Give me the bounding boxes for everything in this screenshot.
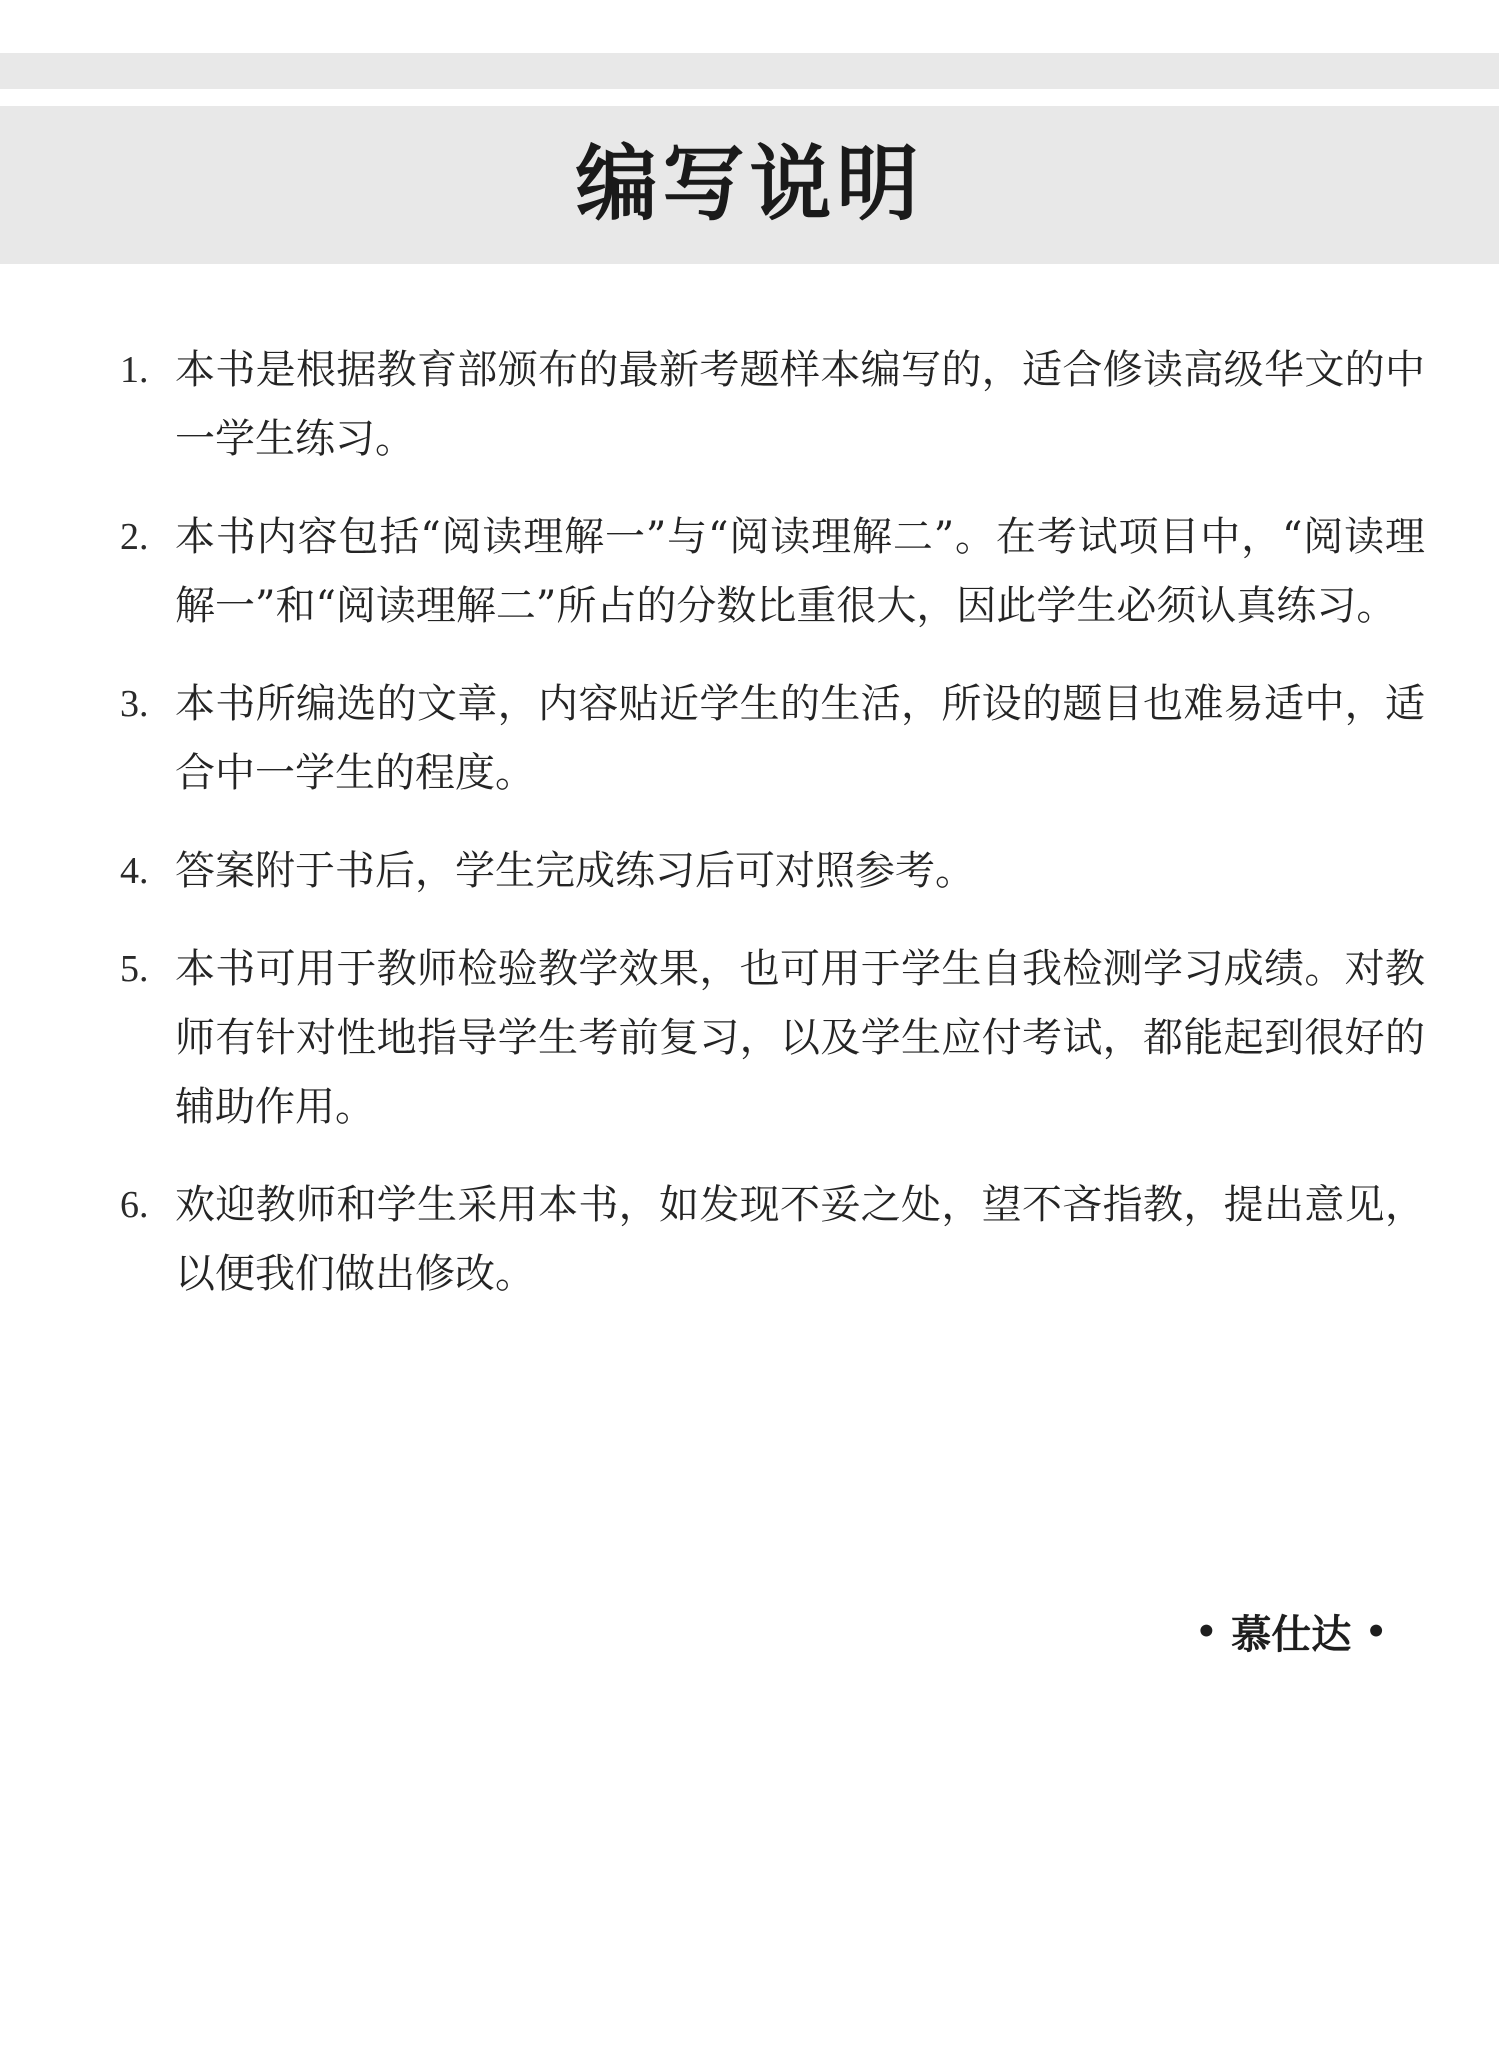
note-text: 本书是根据教育部颁布的最新考题样本编写的，适合修读高级华文的中一学生练习。 bbox=[175, 347, 1425, 462]
note-text: 答案附于书后，学生完成练习后可对照参考。 bbox=[175, 848, 975, 894]
author-signature bbox=[1196, 1603, 1387, 1660]
note-text: 本书可用于教师检验教学效果，也可用于学生自我检测学习成绩。对教师有针对性地指导学生考前复习，以及学生应付考试，都能起到很好的辅助作用。 bbox=[175, 946, 1425, 1130]
notes-list bbox=[120, 336, 1425, 1338]
author-name: 慕仕达 bbox=[1231, 1611, 1352, 1658]
signature-right-bullet-icon: • bbox=[1365, 1611, 1387, 1652]
note-text: 欢迎教师和学生采用本书，如发现不妥之处，望不吝指教，提出意见，以便我们做出修改。 bbox=[175, 1182, 1425, 1297]
note-number: 1. bbox=[120, 349, 149, 391]
note-number: 4. bbox=[120, 850, 149, 892]
page-title: 编写说明 bbox=[575, 137, 924, 232]
note-number: 5. bbox=[120, 948, 149, 990]
note-item-5 bbox=[120, 935, 1425, 1142]
note-item-4 bbox=[120, 837, 1425, 906]
note-item-1 bbox=[120, 336, 1425, 474]
note-number: 6. bbox=[120, 1184, 149, 1226]
top-decorative-band bbox=[0, 53, 1499, 89]
signature-left-bullet-icon: • bbox=[1195, 1611, 1218, 1652]
note-text: 本书所编选的文章，内容贴近学生的生活，所设的题目也难易适中，适合中一学生的程度。 bbox=[175, 681, 1425, 796]
note-number: 3. bbox=[120, 683, 149, 725]
note-item-3 bbox=[120, 670, 1425, 808]
note-item-6 bbox=[120, 1171, 1425, 1309]
note-item-2 bbox=[120, 503, 1425, 641]
note-text: 本书内容包括“阅读理解一”与“阅读理解二”。在考试项目中，“阅读理解一”和“阅读理解二”所占的分数比重很大，因此学生必须认真练习。 bbox=[175, 514, 1425, 629]
title-banner bbox=[0, 106, 1499, 264]
note-number: 2. bbox=[120, 516, 149, 558]
